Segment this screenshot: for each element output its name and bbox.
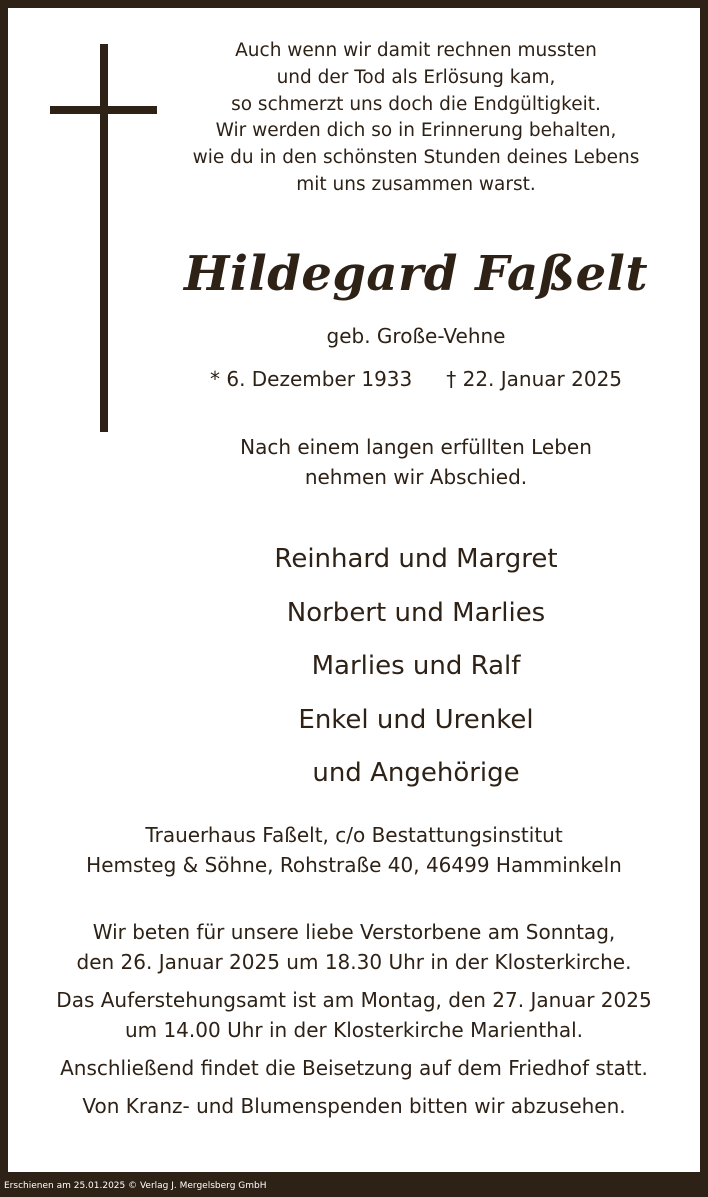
poem-line: Wir werden dich so in Erinnerung behalten, bbox=[215, 120, 617, 142]
mass-info bbox=[0, 985, 708, 1045]
deceased-name: Hildegard Faßelt bbox=[183, 246, 649, 302]
farewell-text bbox=[180, 432, 652, 492]
mass-line: Das Auferstehungsamt ist am Montag, den 27. Januar 2025 bbox=[56, 988, 652, 1012]
flowers-info: Von Kranz- und Blumenspenden bitten wir abzusehen. bbox=[82, 1094, 626, 1118]
cross-icon-bar bbox=[50, 106, 157, 114]
mourner: Norbert und Marlies bbox=[286, 597, 546, 628]
life-dates bbox=[180, 367, 652, 391]
cross-icon bbox=[100, 44, 108, 432]
maiden-name: geb. Große-Vehne bbox=[326, 324, 506, 348]
poem-line: Auch wenn wir damit rechnen mussten bbox=[235, 40, 597, 61]
mourner: Reinhard und Margret bbox=[274, 544, 558, 574]
mourner: und Angehörige bbox=[312, 758, 520, 788]
poem-line: und der Tod als Erlösung kam, bbox=[276, 66, 556, 88]
service-details bbox=[0, 917, 708, 1129]
mourners-list bbox=[180, 533, 652, 801]
poem bbox=[180, 38, 652, 199]
farewell-line: nehmen wir Abschied. bbox=[304, 465, 528, 489]
poem-line: wie du in den schönsten Stunden deines Lebens bbox=[192, 147, 640, 169]
publication-footer: Erschienen am 25.01.2025 © Verlag J. Mergelsberg GmbH bbox=[4, 1181, 267, 1191]
prayer-line: Wir beten für unsere liebe Verstorbene am Sonntag, bbox=[92, 920, 616, 944]
address-line: Trauerhaus Faßelt, c/o Bestattungsinstitut bbox=[145, 823, 563, 847]
address-line: Hemsteg & Söhne, Rohstraße 40, 46499 Hamminkeln bbox=[86, 853, 622, 877]
death-date: † 22. Januar 2025 bbox=[446, 367, 623, 391]
poem-line: mit uns zusammen warst. bbox=[296, 173, 536, 195]
poem-line: so schmerzt uns doch die Endgültigkeit. bbox=[231, 93, 601, 115]
mourner: Enkel und Urenkel bbox=[298, 704, 534, 735]
farewell-line: Nach einem langen erfüllten Leben bbox=[240, 435, 592, 459]
prayer-line: den 26. Januar 2025 um 18.30 Uhr in der Klosterkirche. bbox=[76, 950, 632, 974]
mourning-address bbox=[0, 820, 708, 880]
prayer-info bbox=[0, 917, 708, 977]
burial-info: Anschließend findet die Beisetzung auf dem Friedhof statt. bbox=[60, 1056, 648, 1080]
mourner: Marlies und Ralf bbox=[311, 651, 521, 681]
mass-line: um 14.00 Uhr in der Klosterkirche Marienthal. bbox=[124, 1018, 584, 1042]
birth-date: * 6. Dezember 1933 bbox=[209, 367, 413, 391]
